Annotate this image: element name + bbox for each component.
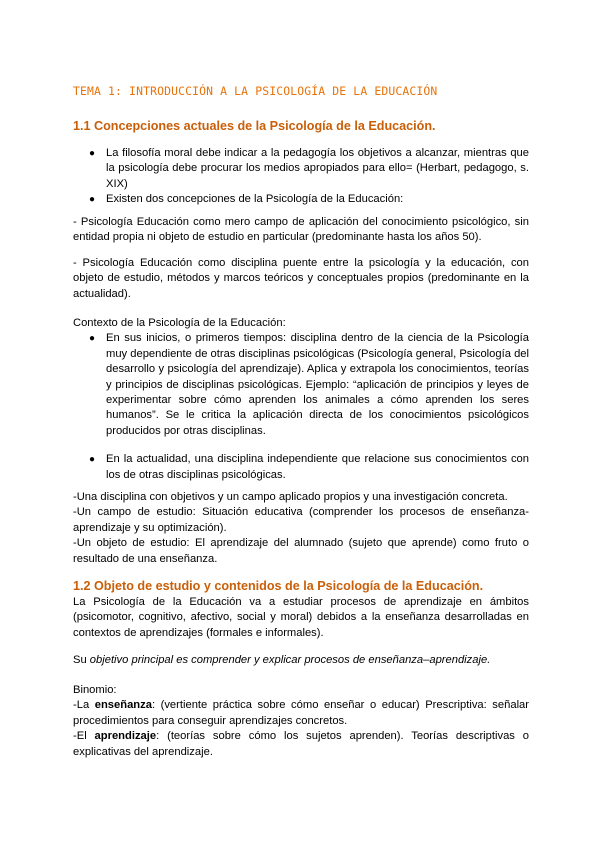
document-title: TEMA 1: INTRODUCCIÓN A LA PSICOLOGÍA DE LA EDUCACIÓN: [73, 84, 438, 98]
section-1-heading: 1.1 Concepciones actuales de la Psicología de la Educación.: [73, 119, 436, 133]
section-2-heading: 1.2 Objeto de estudio y contenidos de la Psicología de la Educación.: [73, 579, 484, 593]
bullet-icon: ●: [89, 148, 96, 159]
objective-paragraph: Su objetivo principal es comprender y explicar procesos de enseñanza–aprendizaje.: [73, 654, 491, 666]
binomio-label: Binomio:: [73, 684, 117, 696]
paragraph: - Psicología Educación como disciplina puente entre la psicología y la educación, con objeto de estudio, métodos y marcos teóricos y conceptuales propios (predominante en la actualidad).: [73, 257, 529, 300]
list-item: ● La filosofía moral debe indicar a la pedagogía los objetivos a alcanzar, mientras que la psicología debe procurar los medios apropiados para ello= (Herbart, pedagogo, s. XIX): [89, 147, 529, 190]
binomio-block: Binomio: -La enseñanza: (vertiente práctica sobre cómo enseñar o educar) Prescriptiva: señalar procedimientos para conseguir aprendizajes concretos. -El aprendizaje: (teorías sobre cómo los sujetos aprenden). Teorías descriptivas o explicativas del aprendizaje.: [73, 684, 530, 758]
list-item: ● En sus inicios, o primeros tiempos: disciplina dentro de la ciencia de la Psicología muy dependiente de otras disciplinas psicológicas (Psicología general, Psicología del desarrollo y psicología del aprendizaje). Aplica y extrapola los conocimientos, teorías y principios de disciplinas psicológicas. Ejemplo: “aplicación de principios y leyes de experimentar sobre cómo aprenden los animales a cómo aprenden los seres humanos”. Se le critica la aplicación directa de los conocimientos psicológicos producidos por otras disciplinas.: [89, 332, 529, 437]
context-label: Contexto de la Psicología de la Educación:: [73, 317, 286, 329]
bullet-icon: ●: [89, 454, 96, 466]
bullet-list: [73, 146, 529, 208]
definition-lines: -Una disciplina con objetivos y un campo aplicado propios y una investigación concreta. -Un campo de estudio: Situación educativa (comprender los procesos de enseñanza-aprendizaje y su optimización). -Un objeto de estudio: El aprendizaje del alumnado (sujeto que aprende) como fruto o resultado de una enseñanza.: [73, 491, 529, 565]
bullet-icon: ●: [89, 333, 96, 345]
term-ensenanza: enseñanza: [94, 699, 152, 712]
list-item: ● En la actualidad, una disciplina independiente que relacione sus conocimientos con los de otras disciplinas psicológicas.: [89, 453, 529, 481]
section-1-intro: [73, 146, 529, 208]
paragraph: La Psicología de la Educación va a estudiar procesos de aprendizaje en ámbitos (psicomotor, cognitivo, afectivo, social y moral) debidos a la enseñanza desarrolladas en contextos de aprendizajes (formales e informales).: [73, 596, 529, 639]
list-item: ● Existen dos concepciones de la Psicología de la Educación:: [73, 192, 529, 207]
bullet-icon: ●: [89, 194, 96, 206]
objective-text: objetivo principal es comprender y explicar procesos de enseñanza–aprendizaje.: [89, 654, 491, 666]
context-block: [73, 316, 529, 483]
paragraph: - Psicología Educación como mero campo de aplicación del conocimiento psicológico, sin entidad propia ni objeto de estudio en particular (predominante hasta los años 50).: [73, 216, 529, 244]
bullet-list: [73, 331, 529, 483]
term-aprendizaje: aprendizaje: [94, 730, 157, 743]
